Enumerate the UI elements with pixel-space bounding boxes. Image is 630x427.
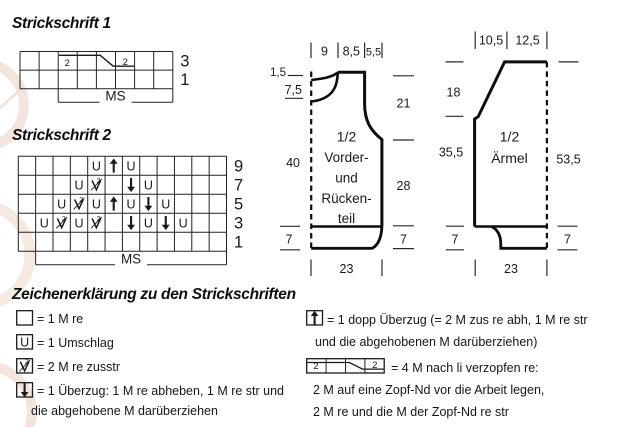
sleeve-cap-height: 18 xyxy=(446,85,461,100)
schematic-sleeve xyxy=(439,32,581,277)
svg-text:2: 2 xyxy=(122,56,128,68)
legend-text-line: = 4 M nach li verzopfen re: xyxy=(391,361,539,375)
svg-text:U: U xyxy=(74,216,84,231)
sleeve-top-width: 12,5 xyxy=(515,33,540,48)
body-side-height: 28 xyxy=(396,179,411,193)
sleeve-cuff xyxy=(492,227,547,249)
body-rib-height-left: 7 xyxy=(285,232,293,247)
body-name-line: Rücken- xyxy=(321,191,372,206)
sleeve-name-line: 1/2 xyxy=(499,128,520,145)
body-name-line: Vorder- xyxy=(324,150,369,165)
chart1-title: Strickschrift 1 xyxy=(12,15,111,32)
body-name-line: und xyxy=(335,170,358,186)
svg-text:U: U xyxy=(39,216,49,231)
body-front-neck-depth: 7,5 xyxy=(284,83,302,97)
legend-text-line: = 2 M re zusstr xyxy=(37,360,121,374)
svg-text:U: U xyxy=(126,159,136,174)
sleeve-rib-height-right: 7 xyxy=(564,232,571,247)
body-name-line: 1/2 xyxy=(336,128,357,145)
svg-text:U: U xyxy=(143,178,153,193)
svg-text:2: 2 xyxy=(96,215,101,223)
row-number-label: 3 xyxy=(180,52,190,71)
legend-title: Zeichenerklärung zu den Strickschriften xyxy=(12,286,296,303)
ms-repeat-label: MS xyxy=(105,88,126,104)
body-neck-width: 9 xyxy=(321,44,328,59)
svg-text:U: U xyxy=(161,197,171,212)
legend-text-line: 2 M auf eine Zopf-Nd vor die Arbeit legen, xyxy=(313,383,545,397)
svg-text:U: U xyxy=(74,178,84,193)
svg-text:U: U xyxy=(20,335,30,350)
legend-text-line: die abgehobene M darüberziehen xyxy=(31,404,218,418)
row-number-label: 9 xyxy=(234,157,244,176)
body-length: 40 xyxy=(286,156,300,170)
legend-text-line: und die abgehobenen M darüberziehen) xyxy=(315,335,538,349)
body-name-line: teil xyxy=(337,211,356,226)
chart2-title: Strickschrift 2 xyxy=(12,127,111,144)
sleeve-bottom-width: 23 xyxy=(504,262,518,276)
svg-text:2: 2 xyxy=(313,360,319,372)
legend-text-line: = 1 Überzug: 1 M re abheben, 1 M re str und xyxy=(37,384,285,398)
sleeve-rib-height-left: 7 xyxy=(451,232,459,247)
svg-text:U: U xyxy=(57,197,67,212)
sleeve-cap-top-width: 10,5 xyxy=(478,33,504,48)
body-back-neck xyxy=(311,72,338,80)
sleeve-total-length: 53,5 xyxy=(556,152,581,167)
ms-repeat-label: MS xyxy=(120,251,142,267)
legend-text-line: = 1 M re xyxy=(37,312,84,326)
svg-text:2: 2 xyxy=(79,196,84,204)
row-number-label: 1 xyxy=(234,233,244,252)
body-shoulder-width: 8,5 xyxy=(342,44,360,59)
svg-text:2: 2 xyxy=(61,215,66,223)
svg-text:U: U xyxy=(143,216,153,231)
legend-text-line: = 1 Umschlag xyxy=(37,336,114,350)
svg-text:U: U xyxy=(126,197,136,212)
row-number-label: 3 xyxy=(234,214,244,233)
body-rib-height-right: 7 xyxy=(400,232,407,247)
row-number-label: 5 xyxy=(234,195,244,214)
row-number-label: 7 xyxy=(234,176,244,195)
svg-text:2: 2 xyxy=(372,359,378,371)
row-number-label: 1 xyxy=(180,71,190,90)
body-armhole-width: 5,5 xyxy=(365,46,382,59)
svg-text:U: U xyxy=(91,197,101,212)
body-armhole-height: 21 xyxy=(396,96,411,111)
body-bottom-width: 23 xyxy=(339,262,354,276)
legend-text-line: = 1 dopp Überzug (= 2 M zus re abh, 1 M re str xyxy=(327,313,588,327)
schematic-body xyxy=(270,43,414,277)
legend-text-line: 2 M re und die M der Zopf-Nd re str xyxy=(313,405,509,419)
sleeve-side-length: 35,5 xyxy=(438,145,464,160)
svg-text:2: 2 xyxy=(64,57,70,69)
sleeve-name-line: Ärmel xyxy=(491,150,528,166)
svg-text:2: 2 xyxy=(24,359,29,367)
svg-text:U: U xyxy=(178,216,188,231)
svg-text:2: 2 xyxy=(96,177,101,185)
svg-text:U: U xyxy=(91,159,101,174)
body-hem xyxy=(311,227,382,249)
body-back-neck-depth: 1,5 xyxy=(270,67,286,79)
